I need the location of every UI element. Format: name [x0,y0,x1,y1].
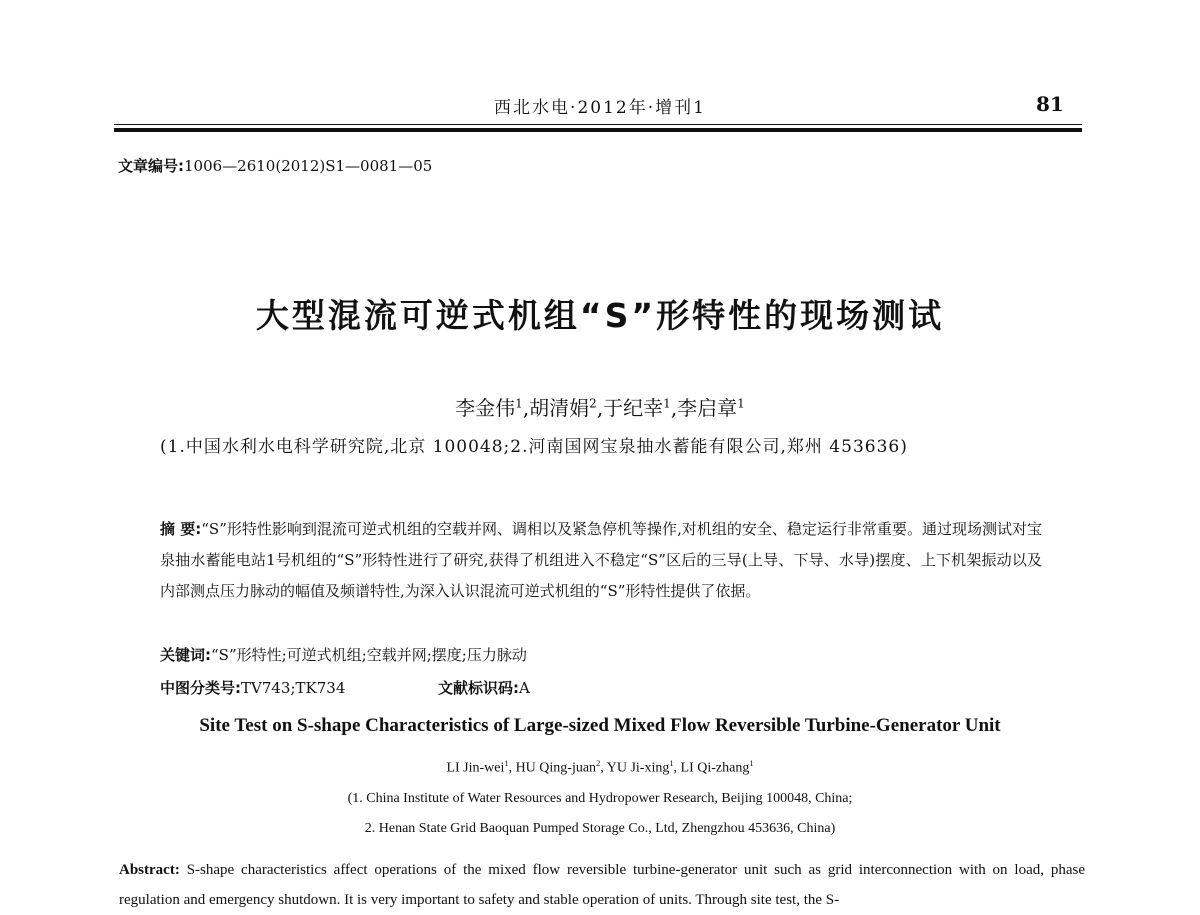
abstract-cn-text: “S”形特性影响到混流可逆式机组的空载并网、调相以及紧急停机等操作,对机组的安全、稳定运行非常重要。通过现场测试对宝泉抽水蓄能电站1号机组的“S”形特性进行了研究,获得了机组进入不稳定“S”区后的三导(上导、下导、水导)摆度、上下机架振动以及内部测点压力脉动的幅值及频谱特性,为深入认识混流可逆式机组的“S”形特性提供了依据。 [160,520,1042,600]
affiliation-english-1: (1. China Institute of Water Resources and Hydropower Research, Beijing 100048, China; [347,791,853,806]
header-rule-thick [114,128,1082,132]
title-english: Site Test on S-shape Characteristics of Large-sized Mixed Flow Reversible Turbine-Generator Unit [199,715,1001,736]
authors-chinese: 李金伟$^1$,胡清娟$^2$,于纪幸$^1$,李启章$^1$ [455,396,745,420]
keywords-text: “S”形特性;可逆式机组;空载并网;摆度;压力脉动 [211,646,527,664]
title-chinese: 大型混流可逆式机组“S”形特性的现场测试 [255,296,945,335]
classification-value: TV743;TK734 [241,679,346,697]
abstract-en-label: Abstract: [119,862,180,878]
affiliation-chinese: (1.中国水利水电科学研究院,北京 100048;2.河南国网宝泉抽水蓄能有限公司,郑州 453636) [160,437,908,457]
article-number [118,155,432,176]
author-en-2-sup: 2 [596,759,601,768]
abstract-english [119,855,1085,915]
author-en-2: HU Qing-juan [515,760,597,776]
affiliation-english-2: 2. Henan State Grid Baoquan Pumped Storage Co., Ltd, Zhengzhou 453636, China) [364,821,836,836]
author-en-3: YU Ji-xing [606,760,670,776]
author-cn-1-sup: 1 [515,396,523,411]
document-code-value: A [519,679,530,697]
page-number: 81 [1036,92,1064,116]
author-cn-2-sup: 2 [589,396,597,411]
author-en-3-sup: 1 [669,759,674,768]
author-cn-4-sup: 1 [737,396,745,411]
author-cn-1: 李金伟 [455,396,516,420]
document-code-label: 文献标识码: [438,679,519,697]
journal-header: 西北水电·2012年·增刊1 [494,98,706,118]
article-number-label: 文章编号: [118,157,184,175]
author-cn-2: 胡清娟 [529,396,590,420]
author-cn-3: 于纪幸 [603,396,664,420]
classification-label: 中图分类号: [160,679,241,697]
abstract-en-text: S-shape characteristics affect operations of the mixed flow reversible turbine-generator unit such as grid interconnection with on load, phase regulation and emergency shutdown. It is very important to safety and stable operation of units. Through site test, the S- [119,862,1085,908]
author-en-4-sup: 1 [749,759,754,768]
abstract-chinese [160,514,1042,607]
author-cn-3-sup: 1 [663,396,671,411]
keywords-label: 关键词: [160,646,211,664]
header-rule-thin [114,124,1082,125]
authors-english: LI Jin-wei$^1$, HU Qing-juan$^2$, YU Ji-xing$^1$, LI Qi-zhang$^1$ [446,759,754,776]
document-code [438,677,530,698]
abstract-cn-label: 摘 要: [160,520,202,538]
author-en-4: LI Qi-zhang [680,760,750,776]
keywords [160,644,527,665]
author-en-1: LI Jin-wei [446,760,505,776]
author-en-1-sup: 1 [504,759,509,768]
author-cn-4: 李启章 [677,396,738,420]
article-number-value: 1006—2610(2012)S1—0081—05 [184,157,433,175]
classification [160,677,530,698]
